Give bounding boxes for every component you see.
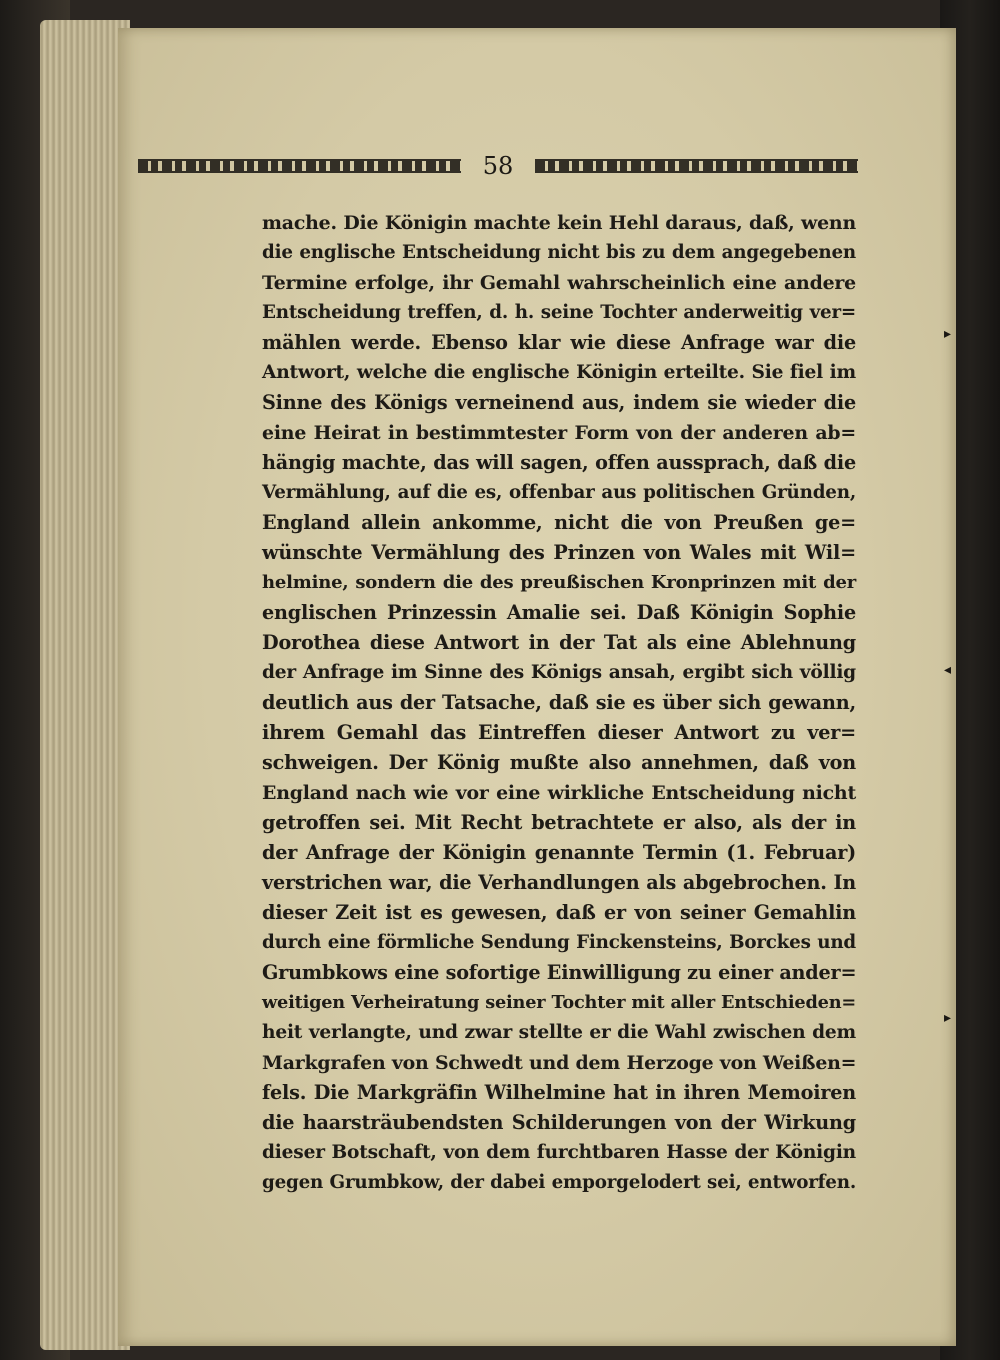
text-line: Entscheidung treffen, d. h. seine Tochter anderweitig ver= (262, 302, 856, 323)
text-line: eine Heirat in bestimmtester Form von der anderen ab= (262, 422, 856, 444)
text-line: mählen werde. Ebenso klar wie diese Anfrage war die (262, 331, 856, 354)
text-line: die haarsträubendsten Schilderungen von der Wirkung (262, 1111, 856, 1134)
page-header (138, 148, 858, 184)
margin-mark-icon: ◂ (944, 662, 952, 678)
text-line: Antwort, welche die englische Königin erteilte. Sie fiel im (262, 362, 856, 383)
text-line: deutlich aus der Tatsache, daß sie es über sich gewann, (262, 691, 856, 714)
text-line: der Anfrage der Königin genannte Termin (1. Februar) (262, 841, 856, 864)
text-line: Markgrafen von Schwedt und dem Herzoge von Weißen= (262, 1052, 857, 1074)
text-line: ihrem Gemahl das Eintreffen dieser Antwort zu ver= (262, 721, 856, 744)
margin-mark-icon: ▸ (944, 1010, 952, 1026)
margin-mark-icon: ▸ (944, 326, 952, 342)
text-line: durch eine förmliche Sendung Finckensteins, Borckes und (262, 932, 856, 953)
text-line: heit verlangte, und zwar stellte er die Wahl zwischen dem (262, 1022, 856, 1043)
text-line: der Anfrage im Sinne des Königs ansah, ergibt sich völlig (262, 662, 856, 683)
text-line: Sinne des Königs verneinend aus, indem sie wieder die (262, 391, 856, 414)
header-ornament-left (138, 159, 461, 173)
text-line: England allein ankomme, nicht die von Preußen ge= (262, 511, 856, 534)
text-line: englischen Prinzessin Amalie sei. Daß Königin Sophie (262, 601, 856, 624)
text-line: getroffen sei. Mit Recht betrachtete er also, als der in (262, 811, 856, 834)
text-line: Termine erfolge, ihr Gemahl wahrscheinlich eine andere (262, 272, 856, 294)
text-line: die englische Entscheidung nicht bis zu dem angegebenen (262, 242, 856, 263)
text-line: gegen Grumbkow, der dabei emporgelodert sei, entworfen. (262, 1172, 856, 1193)
text-line: dieser Zeit ist es gewesen, daß er von seiner Gemahlin (262, 901, 856, 924)
text-line: fels. Die Markgräfin Wilhelmine hat in ihren Memoiren (262, 1081, 856, 1104)
body-text (262, 208, 856, 1203)
text-line: schweigen. Der König mußte also annehmen, daß von (262, 751, 856, 774)
text-line: helmine, sondern die des preußischen Kronprinzen mit der (262, 572, 856, 593)
header-ornament-right (535, 159, 858, 173)
text-line: weitigen Verheiratung seiner Tochter mit aller Entschieden= (262, 992, 856, 1013)
text-line: wünschte Vermählung des Prinzen von Wales mit Wil= (262, 541, 856, 564)
text-line: Vermählung, auf die es, offenbar aus politischen Gründen, (262, 482, 856, 503)
page-number: 58 (482, 152, 514, 180)
text-line: dieser Botschaft, von dem furchtbaren Hasse der Königin (262, 1142, 856, 1163)
text-line: mache. Die Königin machte kein Hehl daraus, daß, wenn (262, 212, 856, 234)
text-line: Dorothea diese Antwort in der Tat als eine Ablehnung (262, 631, 856, 654)
text-line: verstrichen war, die Verhandlungen als abgebrochen. In (262, 871, 856, 894)
text-line: Grumbkows eine sofortige Einwilligung zu einer ander= (262, 961, 857, 984)
text-line: hängig machte, das will sagen, offen aussprach, daß die (262, 451, 856, 474)
page-edges (40, 20, 130, 1350)
text-line: England nach wie vor eine wirkliche Entscheidung nicht (262, 782, 856, 804)
